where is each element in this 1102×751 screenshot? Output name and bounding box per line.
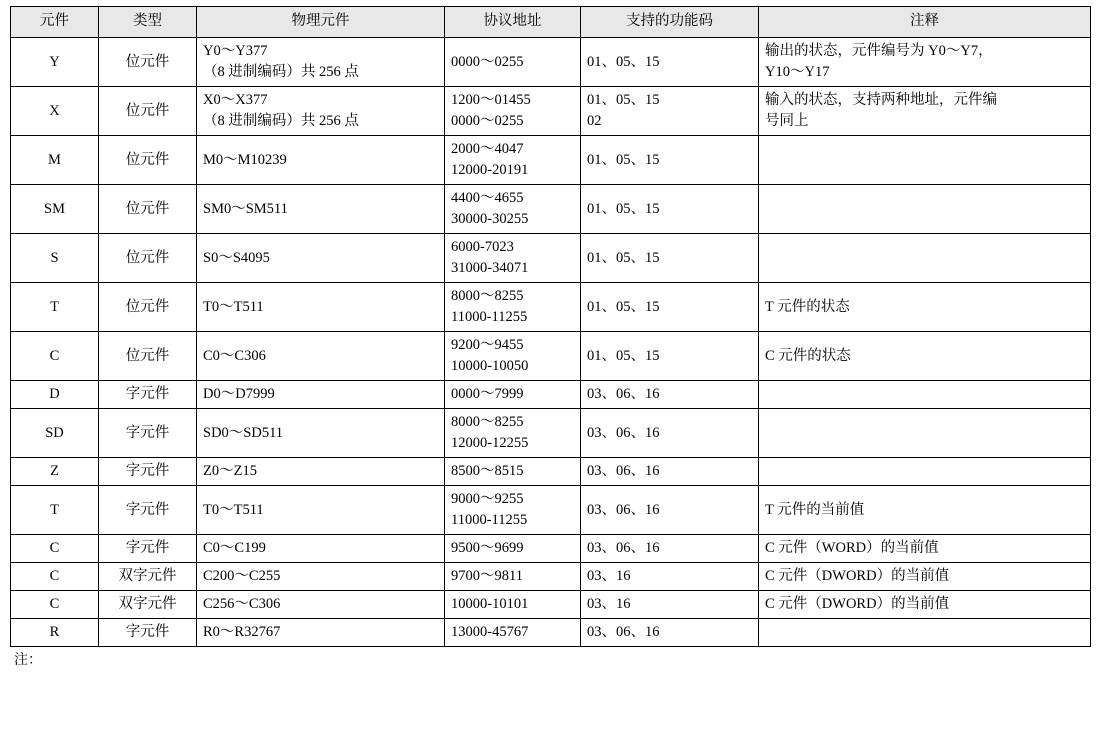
cell-device: C <box>11 332 99 381</box>
table-header <box>11 7 1091 38</box>
cell-device: T <box>11 486 99 535</box>
table-row <box>11 38 1091 87</box>
column-header-device: 元件 <box>11 7 99 38</box>
cell-codes: 03、16 <box>581 591 759 619</box>
cell-address: 0000～7999 <box>445 381 581 409</box>
cell-type: 位元件 <box>99 283 197 332</box>
cell-note <box>759 234 1091 283</box>
cell-codes: 03、06、16 <box>581 619 759 647</box>
table-row <box>11 591 1091 619</box>
table-row <box>11 381 1091 409</box>
cell-device: C <box>11 563 99 591</box>
cell-device: SM <box>11 185 99 234</box>
cell-codes: 01、05、15 <box>581 234 759 283</box>
table-row <box>11 332 1091 381</box>
cell-device: T <box>11 283 99 332</box>
cell-physical: SD0～SD511 <box>197 409 445 458</box>
cell-codes: 01、05、15 <box>581 283 759 332</box>
cell-address: 13000-45767 <box>445 619 581 647</box>
cell-type: 字元件 <box>99 409 197 458</box>
cell-physical: C0～C306 <box>197 332 445 381</box>
cell-note: 输入的状态，支持两种地址，元件编 号同上 <box>759 87 1091 136</box>
cell-address: 0000～0255 <box>445 38 581 87</box>
cell-device: R <box>11 619 99 647</box>
table-row <box>11 535 1091 563</box>
cell-address: 6000-7023 31000-34071 <box>445 234 581 283</box>
cell-device: SD <box>11 409 99 458</box>
cell-codes: 01、05、15 <box>581 185 759 234</box>
column-header-physical: 物理元件 <box>197 7 445 38</box>
cell-type: 字元件 <box>99 486 197 535</box>
cell-physical: M0～M10239 <box>197 136 445 185</box>
table-row <box>11 234 1091 283</box>
cell-device: D <box>11 381 99 409</box>
cell-note <box>759 381 1091 409</box>
cell-device: X <box>11 87 99 136</box>
cell-note <box>759 185 1091 234</box>
cell-physical: Z0～Z15 <box>197 458 445 486</box>
cell-codes: 01、05、15 <box>581 136 759 185</box>
cell-note <box>759 458 1091 486</box>
cell-physical: D0～D7999 <box>197 381 445 409</box>
table-row <box>11 283 1091 332</box>
cell-codes: 03、06、16 <box>581 409 759 458</box>
cell-device: C <box>11 535 99 563</box>
table-row <box>11 136 1091 185</box>
cell-codes: 03、06、16 <box>581 486 759 535</box>
cell-type: 位元件 <box>99 136 197 185</box>
cell-address: 9700～9811 <box>445 563 581 591</box>
cell-address: 8000～8255 12000-12255 <box>445 409 581 458</box>
column-header-address: 协议地址 <box>445 7 581 38</box>
cell-address: 1200～01455 0000～0255 <box>445 87 581 136</box>
cell-note <box>759 136 1091 185</box>
cell-codes: 03、06、16 <box>581 381 759 409</box>
cell-note <box>759 409 1091 458</box>
table-header-row <box>11 7 1091 38</box>
cell-physical: C200～C255 <box>197 563 445 591</box>
cell-type: 字元件 <box>99 381 197 409</box>
cell-address: 9200～9455 10000-10050 <box>445 332 581 381</box>
cell-address: 9000～9255 11000-11255 <box>445 486 581 535</box>
cell-address: 8500～8515 <box>445 458 581 486</box>
column-header-note: 注释 <box>759 7 1091 38</box>
cell-address: 8000～8255 11000-11255 <box>445 283 581 332</box>
cell-codes: 03、06、16 <box>581 458 759 486</box>
cell-device: M <box>11 136 99 185</box>
cell-physical: SM0～SM511 <box>197 185 445 234</box>
cell-type: 位元件 <box>99 332 197 381</box>
cell-type: 字元件 <box>99 458 197 486</box>
cell-address: 2000～4047 12000-20191 <box>445 136 581 185</box>
table-body <box>11 38 1091 647</box>
cell-note: C 元件（WORD）的当前值 <box>759 535 1091 563</box>
column-header-function-codes: 支持的功能码 <box>581 7 759 38</box>
cell-note: C 元件（DWORD）的当前值 <box>759 563 1091 591</box>
cell-codes: 03、16 <box>581 563 759 591</box>
table-row <box>11 87 1091 136</box>
cell-type: 双字元件 <box>99 591 197 619</box>
cell-type: 字元件 <box>99 619 197 647</box>
cell-physical: T0～T511 <box>197 486 445 535</box>
cell-type: 位元件 <box>99 87 197 136</box>
table-row <box>11 563 1091 591</box>
cell-physical: X0～X377 （8 进制编码）共 256 点 <box>197 87 445 136</box>
cell-type: 双字元件 <box>99 563 197 591</box>
cell-device: Y <box>11 38 99 87</box>
cell-physical: C256～C306 <box>197 591 445 619</box>
cell-note: T 元件的状态 <box>759 283 1091 332</box>
cell-physical: R0～R32767 <box>197 619 445 647</box>
cell-codes: 01、05、15 02 <box>581 87 759 136</box>
cell-note: C 元件（DWORD）的当前值 <box>759 591 1091 619</box>
cell-physical: Y0～Y377 （8 进制编码）共 256 点 <box>197 38 445 87</box>
cell-type: 位元件 <box>99 185 197 234</box>
cell-device: S <box>11 234 99 283</box>
cell-note: C 元件的状态 <box>759 332 1091 381</box>
device-address-table <box>10 6 1091 647</box>
cell-note <box>759 619 1091 647</box>
cell-codes: 01、05、15 <box>581 332 759 381</box>
cell-address: 9500～9699 <box>445 535 581 563</box>
table-row <box>11 619 1091 647</box>
table-row <box>11 486 1091 535</box>
cell-address: 10000-10101 <box>445 591 581 619</box>
cell-type: 字元件 <box>99 535 197 563</box>
column-header-type: 类型 <box>99 7 197 38</box>
cell-codes: 03、06、16 <box>581 535 759 563</box>
cell-device: Z <box>11 458 99 486</box>
table-row <box>11 185 1091 234</box>
cell-type: 位元件 <box>99 38 197 87</box>
cell-codes: 01、05、15 <box>581 38 759 87</box>
table-row <box>11 458 1091 486</box>
cell-type: 位元件 <box>99 234 197 283</box>
cell-note: 输出的状态，元件编号为 Y0～Y7， Y10～Y17 <box>759 38 1091 87</box>
cell-physical: S0～S4095 <box>197 234 445 283</box>
cell-address: 4400～4655 30000-30255 <box>445 185 581 234</box>
footer-note: 注： <box>14 653 42 669</box>
cell-device: C <box>11 591 99 619</box>
cell-note: T 元件的当前值 <box>759 486 1091 535</box>
cell-physical: C0～C199 <box>197 535 445 563</box>
cell-physical: T0～T511 <box>197 283 445 332</box>
table-row <box>11 409 1091 458</box>
